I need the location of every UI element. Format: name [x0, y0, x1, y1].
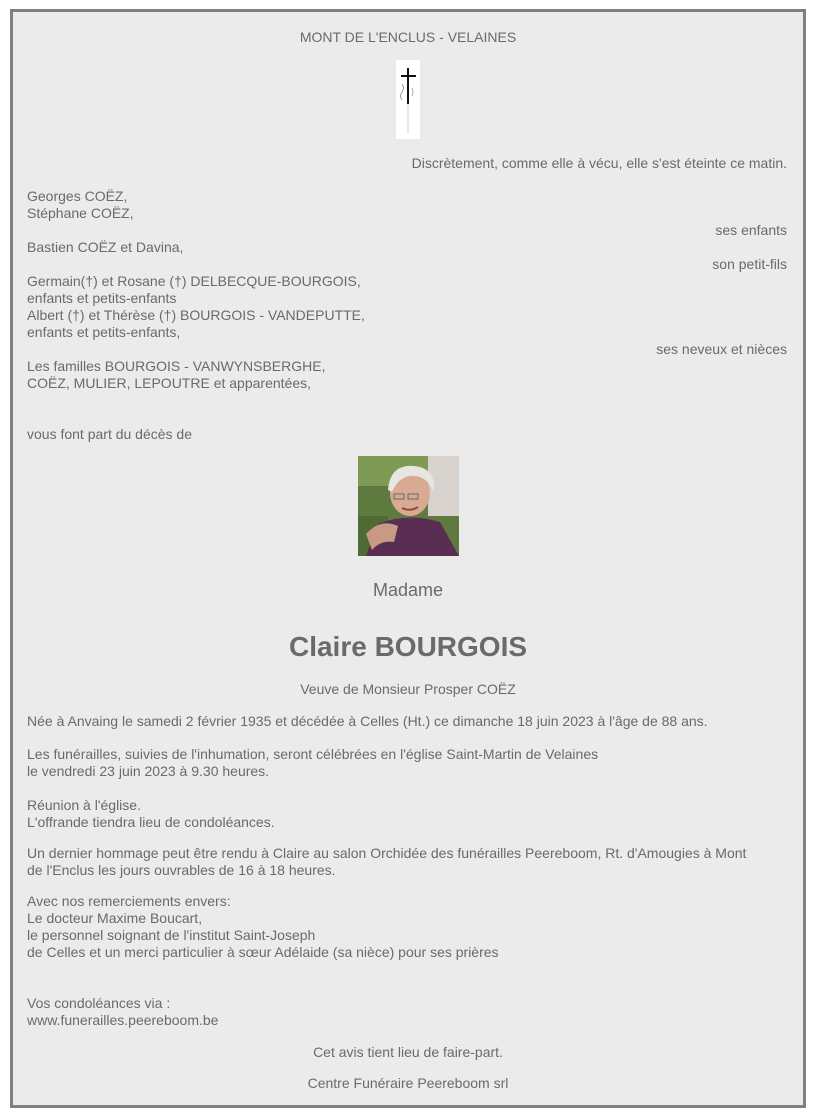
- child-name: Georges COËZ,: [27, 188, 128, 204]
- birth-death-line: Née à Anvaing le samedi 2 février 1935 et décédée à Celles (Ht.) ce dimanche 18 juin 2023 à l'âge de 88 ans.: [27, 713, 708, 729]
- funeral-line: Les funérailles, suivies de l'inhumation, seront célébrées en l'église Saint-Martin de Velaines: [27, 746, 599, 762]
- child-name: Stéphane COËZ,: [27, 205, 134, 221]
- quote-line: Discrètement, comme elle à vécu, elle s'est éteinte ce matin.: [411, 155, 787, 171]
- relation-label-children: ses enfants: [715, 222, 787, 238]
- meeting-line: Réunion à l'église.: [27, 797, 141, 813]
- place-heading: MONT DE L'ENCLUS - VELAINES: [299, 29, 517, 45]
- announcement-line: vous font part du décès de: [27, 426, 192, 442]
- condolences-label: Vos condoléances via :: [27, 995, 171, 1011]
- relation-label-grandson: son petit-fils: [712, 256, 787, 272]
- homage-line: Un dernier hommage peut être rendu à Claire au salon Orchidée des funérailles Peereboom, Rt. d'Amougies à Mont: [27, 845, 747, 861]
- company-name: Centre Funéraire Peereboom srl: [307, 1075, 509, 1091]
- nephew-line: Albert (†) et Thérèse (†) BOURGOIS - VANDEPUTTE,: [27, 307, 365, 323]
- thanks-line: Avec nos remerciements envers:: [27, 893, 231, 909]
- families-line: COËZ, MULIER, LEPOUTRE et apparentées,: [27, 375, 311, 391]
- nephew-line: enfants et petits-enfants,: [27, 324, 181, 340]
- nephew-line: Germain(†) et Rosane (†) DELBECQUE-BOURGOIS,: [27, 273, 361, 289]
- widow-line: Veuve de Monsieur Prosper COËZ: [300, 681, 516, 697]
- deceased-name: Claire BOURGOIS: [288, 631, 528, 662]
- honorific: Madame: [372, 580, 444, 600]
- thanks-line: de Celles et un merci particulier à sœur Adélaide (sa nièce) pour ses prières: [27, 944, 499, 960]
- condolences-link[interactable]: www.funerailles.peereboom.be: [27, 1012, 219, 1028]
- obituary-card: [10, 9, 806, 1108]
- thanks-line: le personnel soignant de l'institut Saint-Joseph: [27, 927, 316, 943]
- portrait-photo: [358, 456, 459, 556]
- funeral-line: le vendredi 23 juin 2023 à 9.30 heures.: [27, 763, 270, 779]
- grandson-name: Bastien COËZ et Davina,: [27, 239, 184, 255]
- nephew-line: enfants et petits-enfants: [27, 290, 177, 306]
- homage-line: de l'Enclus les jours ouvrables de 16 à 18 heures.: [27, 862, 336, 878]
- notice-line: Cet avis tient lieu de faire-part.: [313, 1044, 503, 1060]
- relation-label-nephews: ses neveux et nièces: [656, 341, 787, 357]
- cross-icon: [396, 60, 420, 139]
- families-line: Les familles BOURGOIS - VANWYNSBERGHE,: [27, 358, 326, 374]
- thanks-line: Le docteur Maxime Boucart,: [27, 910, 203, 926]
- meeting-line: L'offrande tiendra lieu de condoléances.: [27, 814, 275, 830]
